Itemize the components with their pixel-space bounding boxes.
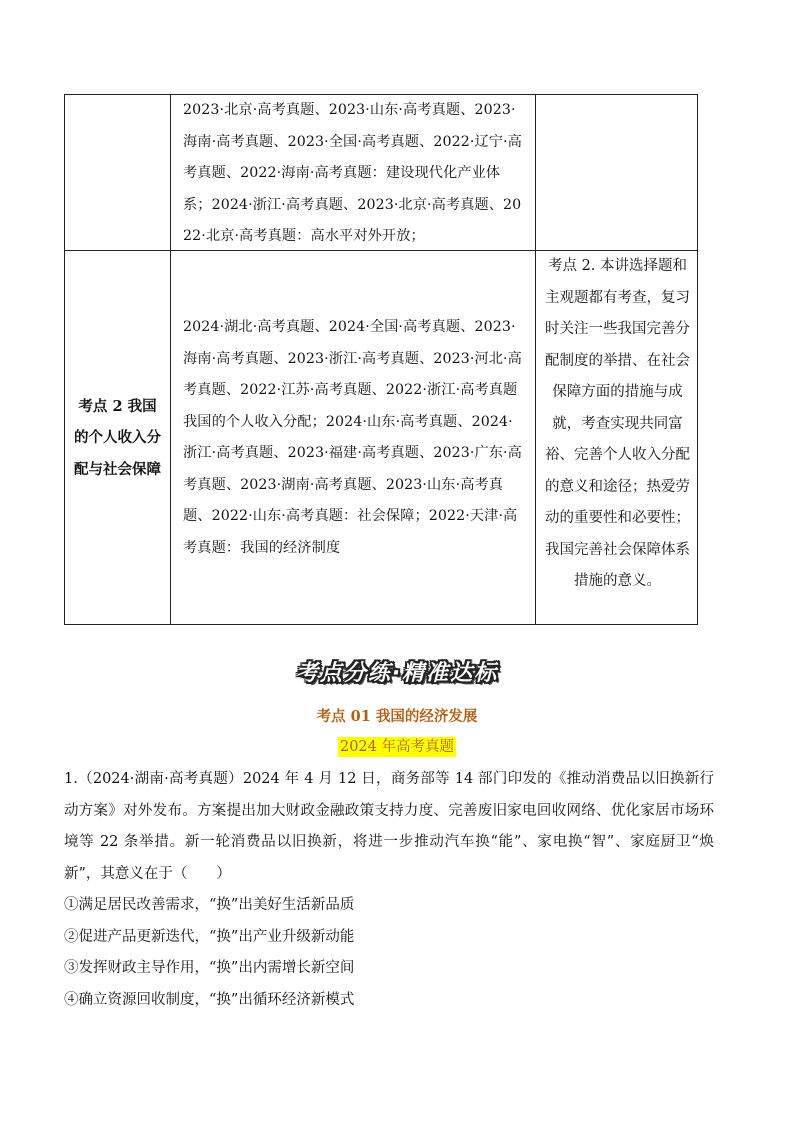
analysis-cell	[536, 251, 697, 625]
sources-text: 2024·湖北·高考真题、2024·全国·高考真题、2023·海南·高考真题、2023·浙江·高考真题、2023·河北·高考真题、2022·江苏·高考真题、2022·浙江·高考真题我国的个人收入分配；2024·山东·高考真题、2024·浙江·高考真题、2023·福建·高考真题、2023·广东·高考真题、2023·湖南·高考真题、2023·山东·高考真题、2022·山东·高考真题：社会保障；2022·天津·高考真题：我国的经济制度	[183, 319, 522, 556]
topic-cell	[65, 95, 171, 250]
option-2: ②促进产品更新迭代，“换”出产业升级新动能	[64, 928, 355, 945]
exam-topics-table	[64, 94, 698, 625]
sources-cell	[171, 251, 536, 625]
sources-cell	[171, 95, 536, 250]
table-row	[65, 251, 697, 625]
sources-text: 2023·北京·高考真题、2023·山东·高考真题、2023·海南·高考真题、2023·全国·高考真题、2022·辽宁·高考真题、2022·海南·高考真题：建设现代化产业体系；2024·浙江·高考真题、2023·北京·高考真题、2022·北京·高考真题：高水平对外开放；	[183, 102, 522, 244]
question-block	[64, 764, 714, 1016]
analysis-text: 考点 2. 本讲选择题和主观题都有考查，复习时关注一些我国完善分配制度的举措、在社会保障方面的措施与成就，考查实现共同富裕、完善个人收入分配的意义和途径；热爱劳动的重要性和必要性；我国完善社会保障体系措施的意义。	[545, 258, 690, 589]
question-stem: 1.（2024·湖南·高考真题）2024 年 4 月 12 日，商务部等 14 部门印发的《推动消费品以旧换新行动方案》对外发布。方案提出加大财政金融政策支持力度、完善废旧家电回收网络、优化家居市场环境等 22 条举措。新一轮消费品以旧换新，将进一步推动汽车换“能”、家电换“智”、家庭厨卫“焕新”，其意义在于（ ）	[64, 771, 714, 882]
option-4: ④确立资源回收制度，“换”出循环经济新模式	[64, 991, 355, 1008]
option-1: ①满足居民改善需求，“换”出美好生活新品质	[64, 897, 355, 913]
section-heading: 考点 01 我国的经济发展	[316, 708, 478, 725]
topic-cell	[65, 251, 171, 625]
table-row	[65, 95, 697, 251]
option-3: ③发挥财政主导作用，“换”出内需增长新空间	[64, 960, 355, 976]
year-tag: 2024 年高考真题	[339, 739, 454, 755]
year-tag-wrap	[0, 736, 794, 757]
analysis-cell	[536, 95, 697, 250]
section-banner: 考点分练·精准达标	[295, 661, 499, 686]
topic-label: 考点 2 我国的个人收入分配与社会保障	[74, 397, 161, 478]
